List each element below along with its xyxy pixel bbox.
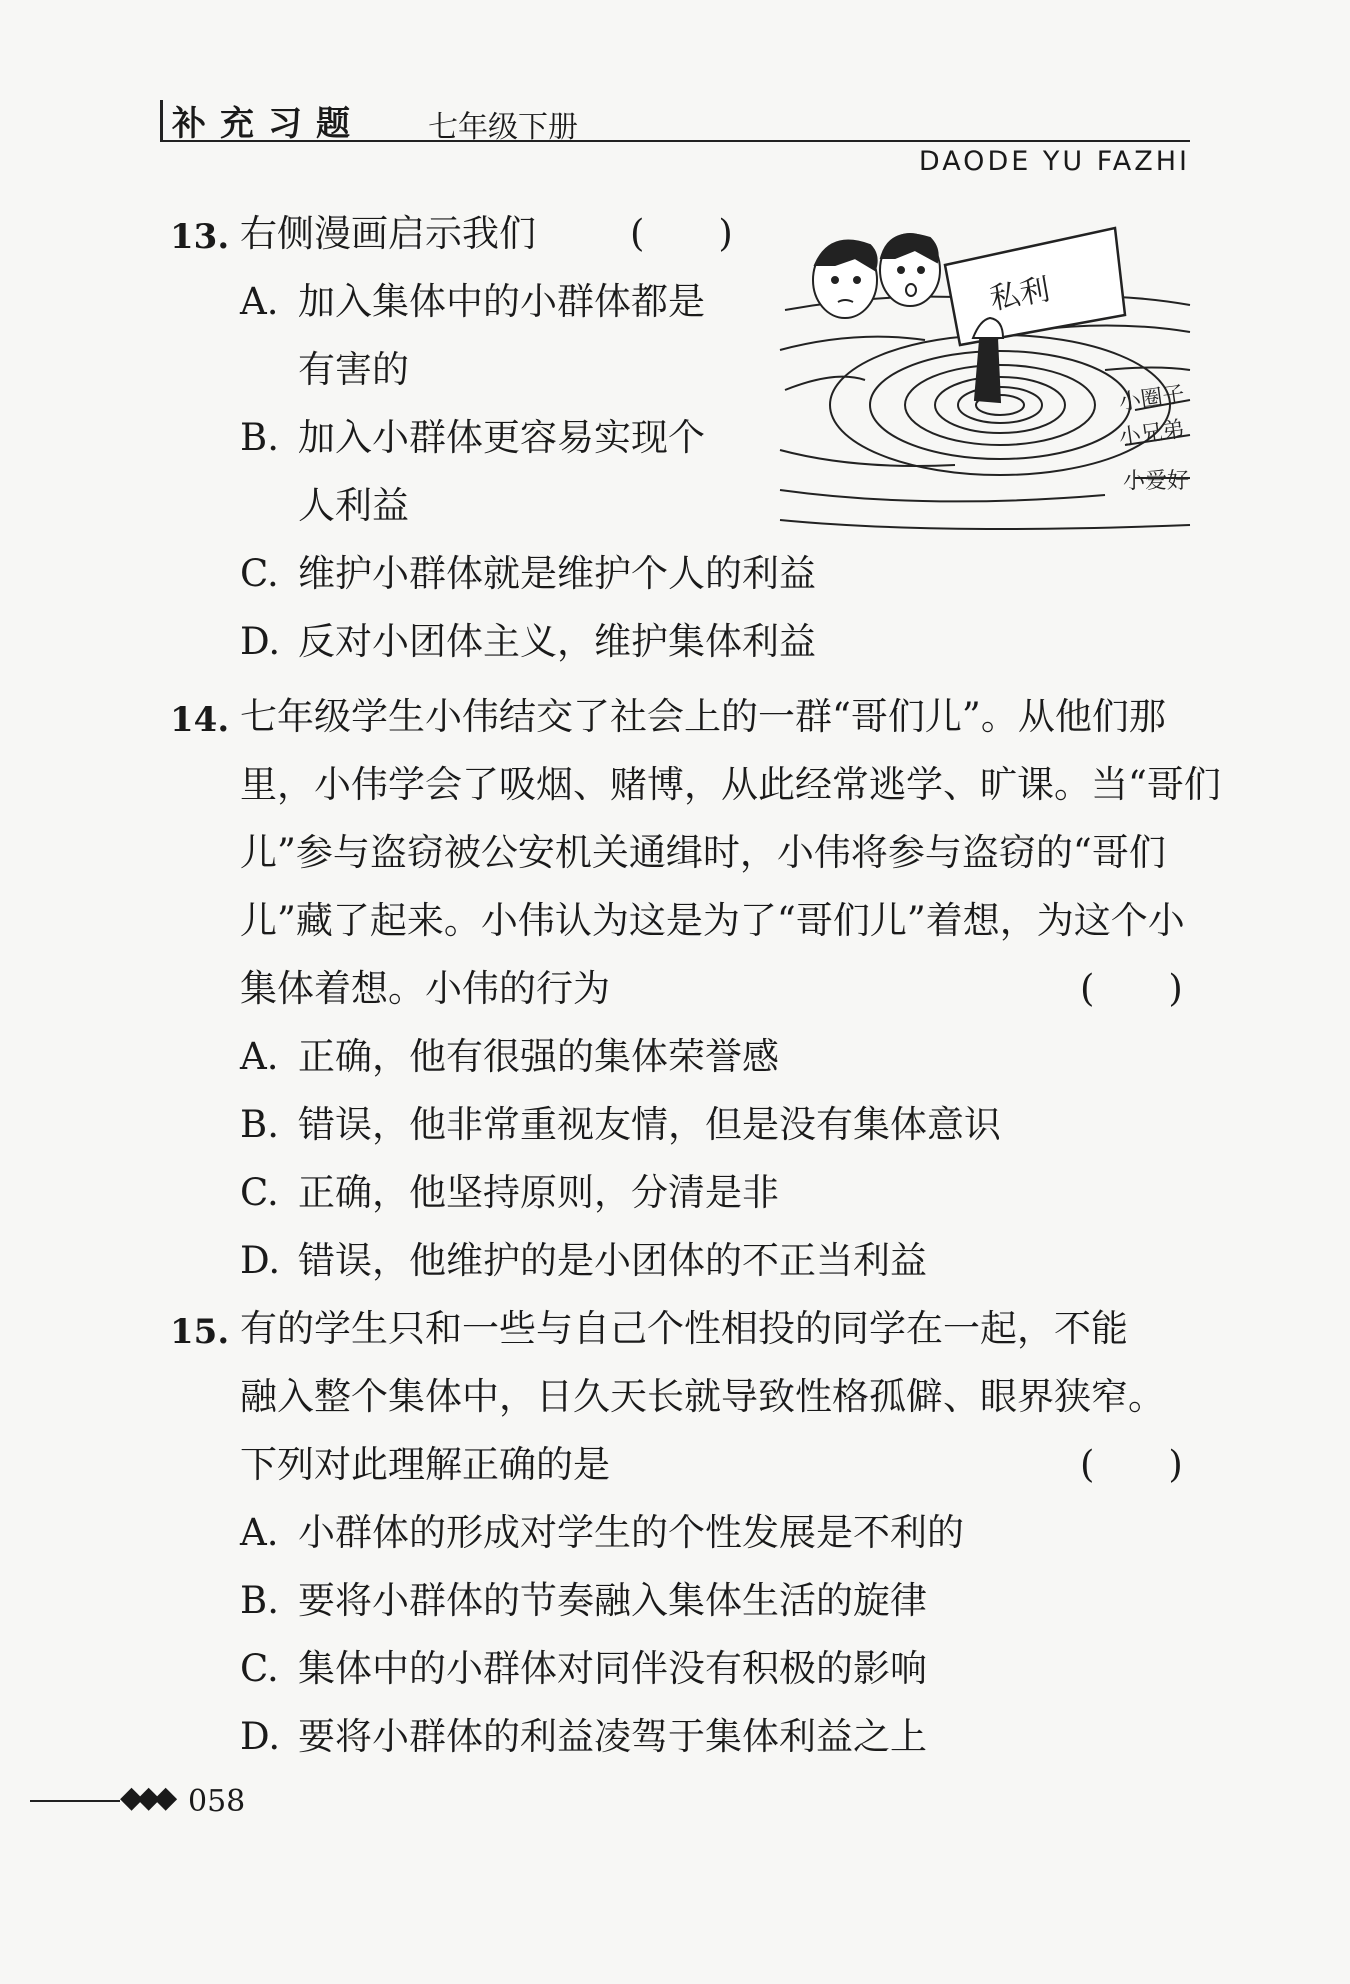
page-footer: [30, 1780, 330, 1820]
question-stem: 右侧漫画启示我们: [240, 212, 536, 255]
person-left: [813, 241, 877, 319]
option-d: [240, 620, 816, 663]
option-letter: D.: [240, 1239, 281, 1282]
option-letter: C.: [240, 552, 279, 595]
page-header: [160, 96, 1190, 145]
option-b: [240, 1579, 927, 1622]
question-stem-line: 七年级学生小伟结交了社会上的一群“哥们儿”。从他们那: [240, 695, 1166, 738]
option-d: [240, 1715, 927, 1758]
option-text: 错误，他维护的是小团体的不正当利益: [298, 1239, 927, 1282]
option-d: [240, 1239, 927, 1282]
answer-paren: ( ): [1080, 967, 1183, 1010]
option-letter: D.: [240, 620, 281, 663]
question-number: 13.: [170, 217, 230, 257]
option-letter: C.: [240, 1647, 279, 1690]
option-c: [240, 1171, 779, 1214]
option-text: 要将小群体的利益凌驾于集体利益之上: [298, 1715, 927, 1758]
footer-rule: [30, 1800, 120, 1802]
option-letter: D.: [240, 1715, 281, 1758]
grade-label: 七年级下册: [428, 110, 578, 145]
diamond-ornament-icon: ◆◆◆: [120, 1780, 172, 1815]
question-stem-line: 里，小伟学会了吸烟、赌博，从此经常逃学、旷课。当“哥们: [240, 763, 1221, 806]
option-a: [240, 1511, 964, 1554]
option-b: [240, 416, 705, 459]
option-c: [240, 552, 816, 595]
header-bar: [160, 100, 163, 140]
option-text: 要将小群体的节奏融入集体生活的旋律: [298, 1579, 927, 1622]
ring-label-2: 小兄弟: [1117, 416, 1187, 451]
subject-label: DAODE YU FAZHI: [918, 146, 1190, 177]
option-c: [240, 1647, 927, 1690]
ring-label-1: 小圈子: [1117, 381, 1187, 416]
sign-board: [945, 228, 1125, 345]
question-stem-line: 集体着想。小伟的行为: [240, 967, 610, 1010]
option-a: [240, 1035, 779, 1078]
cartoon-illustration: [775, 220, 1195, 550]
answer-paren: ( ): [1080, 1443, 1183, 1486]
question-stem-line: 下列对此理解正确的是: [240, 1443, 610, 1486]
option-text: 维护小群体就是维护个人的利益: [298, 552, 816, 595]
option-letter: B.: [240, 1103, 279, 1146]
ring-label-3: 小爱好: [1123, 469, 1190, 494]
option-letter: A.: [240, 280, 279, 323]
option-a: [240, 280, 705, 323]
option-text: 小群体的形成对学生的个性发展是不利的: [298, 1511, 964, 1554]
option-text: 正确，他有很强的集体荣誉感: [298, 1035, 779, 1078]
option-letter: A.: [240, 1511, 279, 1554]
page-number: 058: [188, 1784, 246, 1819]
option-letter: C.: [240, 1171, 279, 1214]
option-text: 正确，他坚持原则，分清是非: [298, 1171, 779, 1214]
question-number: 14.: [170, 700, 230, 740]
question-stem-line: 儿”藏了起来。小伟认为这是为了“哥们儿”着想，为这个小: [240, 899, 1185, 942]
option-text: 加入集体中的小群体都是: [298, 280, 705, 323]
person-right: [880, 234, 940, 306]
sign-text: 私利: [987, 272, 1053, 318]
question-stem-line: 融入整个集体中，日久天长就导致性格孤僻、眼界狭窄。: [240, 1375, 1165, 1418]
option-text: 加入小群体更容易实现个: [298, 416, 705, 459]
drowning-arm: [975, 338, 1000, 402]
option-letter: A.: [240, 1035, 279, 1078]
question-stem-line: 儿”参与盗窃被公安机关通缉时，小伟将参与盗窃的“哥们: [240, 831, 1166, 874]
book-brand: 补充习题: [172, 104, 364, 144]
question-number: 15.: [170, 1312, 230, 1352]
option-text: 集体中的小群体对同伴没有积极的影响: [298, 1647, 927, 1690]
option-letter: B.: [240, 1579, 279, 1622]
option-text: 反对小团体主义，维护集体利益: [298, 620, 816, 663]
option-letter: B.: [240, 416, 279, 459]
option-b-cont: 人利益: [298, 484, 409, 527]
question-stem-line: 有的学生只和一些与自己个性相投的同学在一起，不能: [240, 1307, 1128, 1350]
option-b: [240, 1103, 1001, 1146]
option-text: 错误，他非常重视友情，但是没有集体意识: [298, 1103, 1001, 1146]
answer-paren: ( ): [630, 212, 733, 255]
option-a-cont: 有害的: [298, 348, 409, 391]
